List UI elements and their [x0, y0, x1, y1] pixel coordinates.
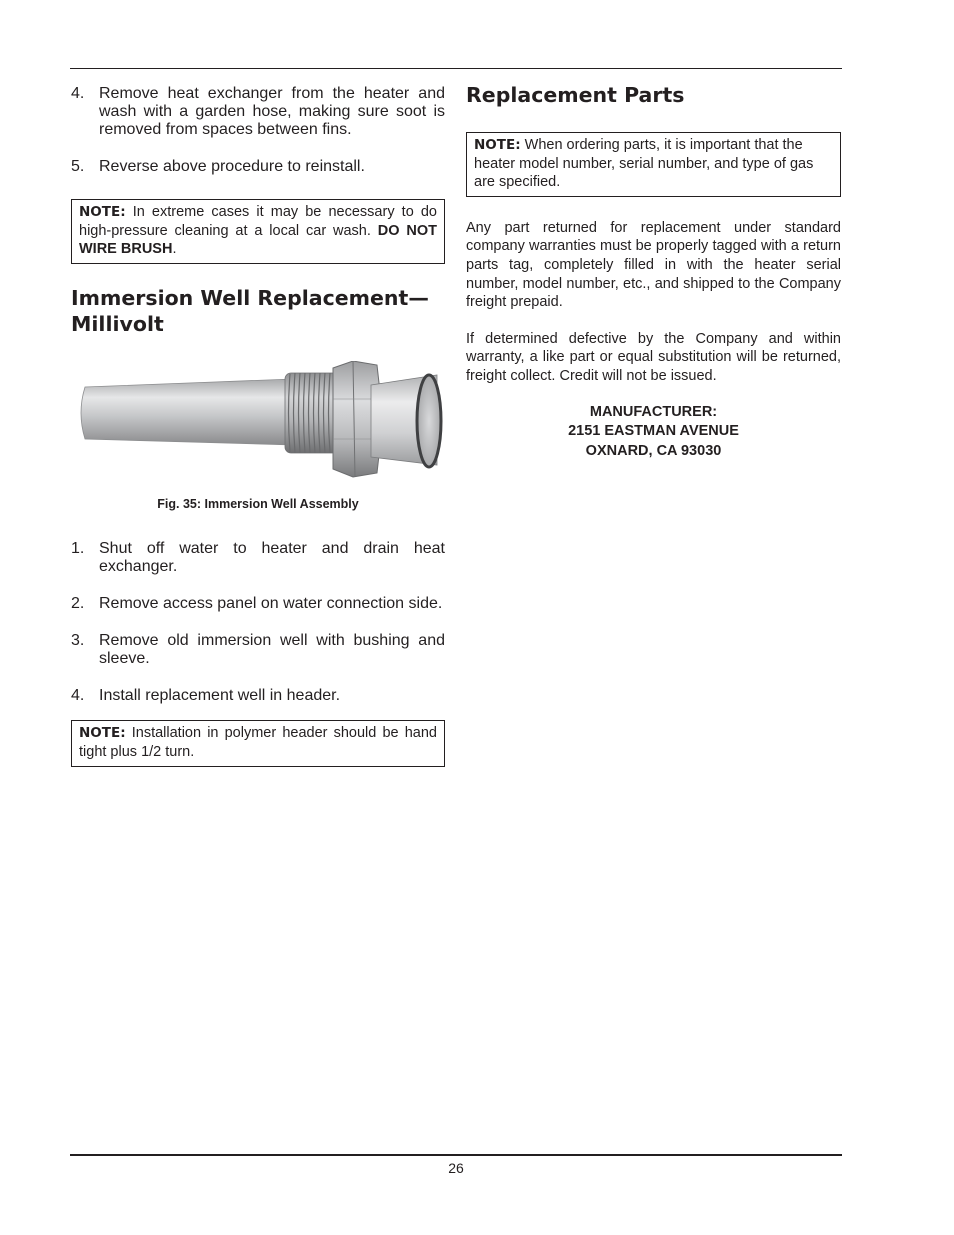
page-number: 26	[448, 1160, 464, 1176]
step-number: 1.	[71, 540, 85, 558]
top-rule	[70, 68, 842, 69]
step-text: Shut off water to heater and drain heat exchanger.	[99, 540, 445, 576]
step-number: 3.	[71, 632, 85, 650]
step-item	[71, 595, 445, 613]
manufacturer-block	[466, 403, 841, 462]
step-text: Remove access panel on water connection side.	[99, 595, 443, 613]
note-warning: DO NOT WIRE BRUSH	[79, 222, 437, 258]
manufacturer-city: OXNARD, CA 93030	[585, 442, 722, 459]
section-heading-replacement: Replacement Parts	[466, 83, 685, 107]
note-label: NOTE:	[79, 725, 126, 742]
returns-paragraph: Any part returned for replacement under standard company warranties must be properly tagged with a return parts tag, completely filled in with the heater serial number, model number, etc., and shipped to the Company freight prepaid.	[466, 219, 841, 311]
section-heading-immersion	[71, 285, 445, 337]
step-item	[71, 632, 445, 668]
note-box-cleaning	[71, 199, 445, 264]
step-text: Reverse above procedure to reinstall.	[99, 158, 365, 175]
step-number: 2.	[71, 595, 85, 613]
heading-line-2: Millivolt	[71, 311, 164, 336]
step-item	[71, 158, 445, 176]
step-item	[71, 85, 445, 139]
step-number: 4.	[71, 687, 85, 705]
note-box-polymer	[71, 720, 445, 766]
step-number: 5.	[71, 158, 85, 175]
manufacturer-street: 2151 EASTMAN AVENUE	[568, 423, 739, 440]
manufacturer-label: MANUFACTURER:	[589, 403, 718, 420]
step-text: Remove old immersion well with bushing and sleeve.	[99, 632, 445, 668]
step-text: Remove heat exchanger from the heater and wash with a garden hose, making sure soot is removed from spaces between fins.	[99, 85, 445, 138]
right-column	[466, 82, 841, 461]
step-text: Install replacement well in header.	[99, 687, 341, 705]
step-number: 4.	[71, 85, 85, 102]
figure-caption: Fig. 35: Immersion Well Assembly	[157, 496, 359, 511]
note-text: Installation in polymer header should be hand tight plus 1/2 turn.	[79, 725, 437, 760]
note-text: When ordering parts, it is important that the heater model number, serial number, and type of gas are specified.	[474, 137, 814, 191]
left-column	[71, 85, 445, 767]
immersion-well-illustration	[71, 361, 445, 479]
note-label: NOTE:	[474, 137, 521, 153]
note-text: In extreme cases it may be necessary to do high-pressure cleaning at a local car wash.	[79, 204, 437, 239]
warranty-paragraph: If determined defective by the Company and within warranty, a like part or equal substitution will be returned, freight collect. Credit will not be issued.	[466, 330, 841, 384]
note-label: NOTE:	[79, 204, 126, 220]
step-item	[71, 540, 445, 576]
immersion-well-figure	[71, 361, 445, 479]
step-item	[71, 687, 445, 705]
note-text-end: .	[172, 241, 177, 258]
bottom-rule	[70, 1154, 842, 1156]
note-box-ordering	[466, 132, 841, 197]
heading-line-1: Immersion Well Replacement—	[71, 285, 429, 310]
